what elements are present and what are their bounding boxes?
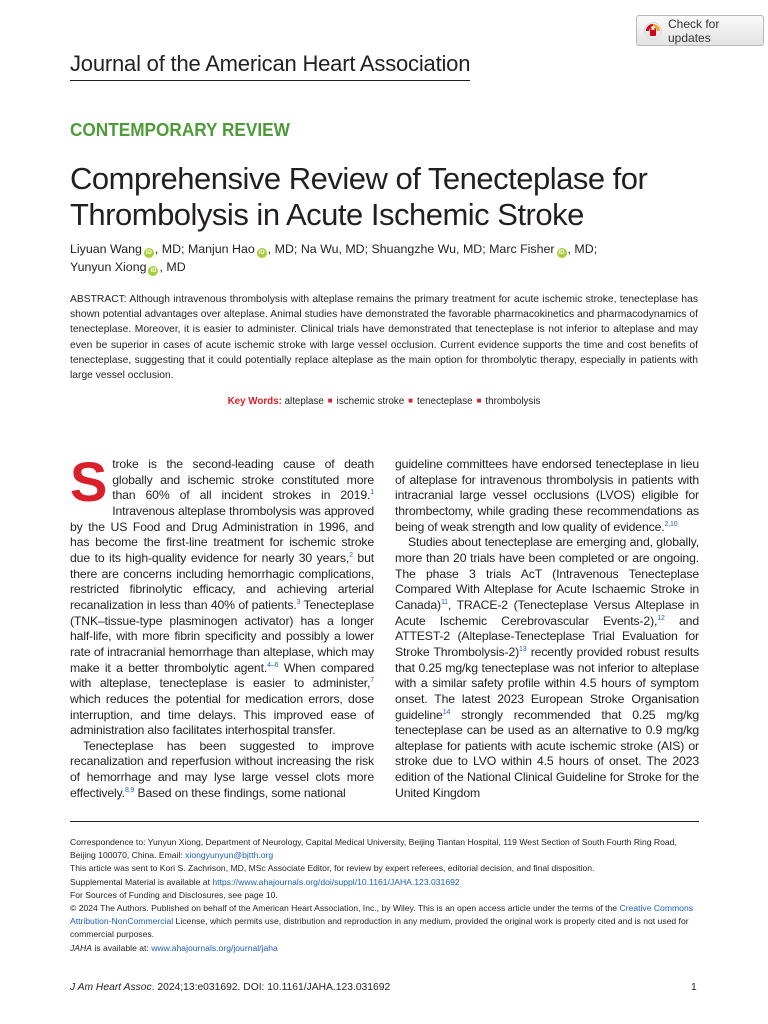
article-title: Comprehensive Review of Tenecteplase for Thrombolysis in Acute Ischemic Stroke xyxy=(70,161,648,232)
email-link[interactable]: xiongyunyun@bjtth.org xyxy=(185,850,274,861)
body-paragraph: Studies about tenecteplase are emerging and, globally, more than 20 trials have been completed or are ongoing. The phase 3 trials AcT (Intravenous Tenecteplase Compared With Alteplase for Acute Ischaemic Stroke in Canada)$^{11}$, TRACE-2 (Tenecteplase Versus Alteplase in Acute Ischemic Cerebrovascular Events-2),$^{12}$ and ATTEST-2 (Alteplase-Tenecteplase Trial Evaluation for Stroke Thrombolysis-2)$^{13}$ recently provided robust results that 0.25 mg/kg tenecteplase was not inferior to alteplase with a similar safety profile within 4.5 hours of symptom onset. The latest 2023 European Stroke Organisation guideline$^{14}$ strongly recommended that 0.25 mg/kg tenecteplase can be used as an alternative to 0.9 mg/kg alteplase for patients with acute ischemic stroke (AIS) or stroke due to LVO within 4.5 hours of onset. The 2023 edition of the National Clinical Guideline for Stroke for the United Kingdom xyxy=(395,535,699,800)
author-degree: MD xyxy=(345,242,365,256)
journal-name: Journal of the American Heart Association xyxy=(70,51,470,81)
license-link[interactable]: Creative Commons Attribution-NonCommercial xyxy=(70,903,694,927)
supplemental-link[interactable]: https://www.ahajournals.org/doi/suppl/10.1161/JAHA.123.031692 xyxy=(212,876,460,887)
body-paragraph: guideline committees have endorsed tenecteplase in lieu of alteplase for intravenous thrombolysis in patients with intracranial large vessel occlusions (LVOS) eligible for thrombectomy, while grading these recommendations as being of weak strength and low quality of evidence.$^{2,10}$ xyxy=(395,457,699,534)
author-name: Marc Fisher xyxy=(489,242,555,256)
author-degree: MD xyxy=(166,259,186,274)
keyword-separator: ■ xyxy=(327,396,333,405)
reference-citation[interactable]: 2,10 xyxy=(664,520,678,528)
footnotes xyxy=(70,836,700,955)
orcid-icon[interactable]: iD xyxy=(258,250,265,256)
jaha-availability-note: JAHA is available at: www.ahajournals.org/journal/jaha xyxy=(70,942,278,953)
check-for-updates-icon xyxy=(644,22,662,40)
keyword-separator: ■ xyxy=(476,396,482,405)
section-label: CONTEMPORARY REVIEW xyxy=(70,119,290,140)
reference-citation[interactable]: 12 xyxy=(657,614,665,622)
reference-citation[interactable]: 8,9 xyxy=(124,786,135,794)
author-name: Na Wu xyxy=(300,242,339,256)
page-number: 1 xyxy=(691,982,697,993)
jaha-link[interactable]: www.ahajournals.org/journal/jaha xyxy=(151,942,278,953)
keyword: tenecteplase xyxy=(417,396,473,407)
reference-citation[interactable]: 7 xyxy=(370,677,374,685)
body-column-left xyxy=(70,450,374,801)
author-name: Liyuan Wang xyxy=(70,242,142,256)
reference-citation[interactable]: 1 xyxy=(370,489,374,497)
author-name: Shuangzhe Wu xyxy=(371,242,457,256)
funding-note: For Sources of Funding and Disclosures, see page 10. xyxy=(70,889,278,900)
author-list: Liyuan Wang iD , MD; Manjun Hao iD , MD; Na Wu, MD; Shuangzhe Wu, MD; Marc Fisher iD , MD; Yunyun Xiong iD , MD xyxy=(70,242,598,274)
keywords xyxy=(0,396,768,407)
keyword-separator: ■ xyxy=(408,396,413,405)
check-for-updates-label: Check for updates xyxy=(668,16,720,45)
check-for-updates-button[interactable] xyxy=(636,15,764,46)
author-name: Manjun Hao xyxy=(187,242,255,256)
author-degree: MD xyxy=(462,242,483,256)
author-degree: MD xyxy=(574,242,594,256)
orcid-icon[interactable]: iD xyxy=(150,267,157,274)
supplemental-note: Supplemental Material is available at https://www.ahajournals.org/doi/suppl/10.1161/JAHA.123.031692 xyxy=(70,876,460,887)
keyword-list xyxy=(285,396,541,407)
keywords-label: Key Words: xyxy=(227,396,282,407)
reference-citation[interactable]: 3 xyxy=(296,598,301,606)
license-note: © 2024 The Authors. Published on behalf of the American Heart Association, Inc., by Wiley. This is an open access article under the terms of the Creative Commons Attribution-NonCommercial License, which permits use, distribution and reproduction in any medium, provided the original work is properly cited and is not used for commercial purposes. xyxy=(70,903,694,940)
keyword: ischemic stroke xyxy=(336,396,405,407)
keyword: alteplase xyxy=(284,396,324,407)
footnote-divider xyxy=(70,821,699,822)
body-paragraph: Tenecteplase has been suggested to improve recanalization and reperfusion without increasing the risk of hemorrhage and may lyse large vessel clots more effectively.$^{8,9}$ Based on these findings, some national xyxy=(70,738,374,800)
author-degree: MD xyxy=(274,242,294,256)
keyword: thrombolysis xyxy=(485,396,541,407)
orcid-icon[interactable]: iD xyxy=(145,250,152,256)
body-column-right xyxy=(395,457,699,801)
reference-citation[interactable]: 11 xyxy=(440,598,448,606)
abstract: ABSTRACT: Although intravenous thrombolysis with alteplase remains the primary treatment for acute ischemic stroke, tenecteplase has shown potential advantages over alteplase. Animal studies have demonstrated the favorable pharmacokinetics and pharmacodynamics of tenecteplase. Moreover, it is easier to administer. Clinical trials have demonstrated that tenecteplase is not inferior to alteplase and may even be superior in cases of acute ischemic stroke with large vessel occlusion. Current evidence supports the time and cost benefits of tenecteplase, suggesting that it could potentially replace alteplase as the main option for thrombolytic therapy, especially in patients with large vessel occlusion. xyxy=(70,294,698,382)
author-name: Yunyun Xiong xyxy=(70,259,147,274)
correspondence-note: Correspondence to: Yunyun Xiong, Department of Neurology, Capital Medical University, Beijing Tiantan Hospital, 119 West Section of South Fourth Ring Road, Beijing 100070, China. Email: xiongyunyun@bjtth.org xyxy=(70,837,677,861)
reference-citation[interactable]: 4–6 xyxy=(267,661,279,669)
orcid-icon[interactable]: iD xyxy=(558,250,565,256)
author-degree: MD xyxy=(161,242,182,256)
reference-citation[interactable]: 14 xyxy=(442,708,451,716)
reference-citation[interactable]: 2 xyxy=(349,551,353,559)
reference-citation[interactable]: 13 xyxy=(519,645,527,653)
body-paragraph: Stroke is the second-leading cause of death globally and ischemic stroke constituted more than 60% of all incident strokes in 2019.$^1$ Intravenous alteplase thrombolysis was approved by the US Food and Drug Administration in 1996, and has become the first-line treatment for ischemic stroke due to its high-quality evidence for nearly 30 years,$^2$ but there are concerns including hemorrhagic complications, restricted fibrinolytic efficacy, and achieving arterial recanalization in less than 40% of patients.$^3$ Tenecteplase (TNK–tissue-type plasminogen activator) has a longer half-life, with more fibrin specificity and possibly a lower rate of intracranial hemorrhage than alteplase, which may make it a better thrombolytic agent.$^{4-6}$ When compared with alteplase, tenecteplase is easier to administer,$^7$ which reduces the potential for medication errors, dose interruption, and time delays. This improved ease of administration also facilitates interhospital transfer. xyxy=(70,450,374,738)
citation-line: J Am Heart Assoc. 2024;13:e031692. DOI: 10.1161/JAHA.123.031692 xyxy=(70,982,391,993)
editor-note: This article was sent to Kori S. Zachrison, MD, MSc Associate Editor, for review by expert referees, editorial decision, and final disposition. xyxy=(70,863,595,874)
drop-cap: S xyxy=(70,450,108,513)
